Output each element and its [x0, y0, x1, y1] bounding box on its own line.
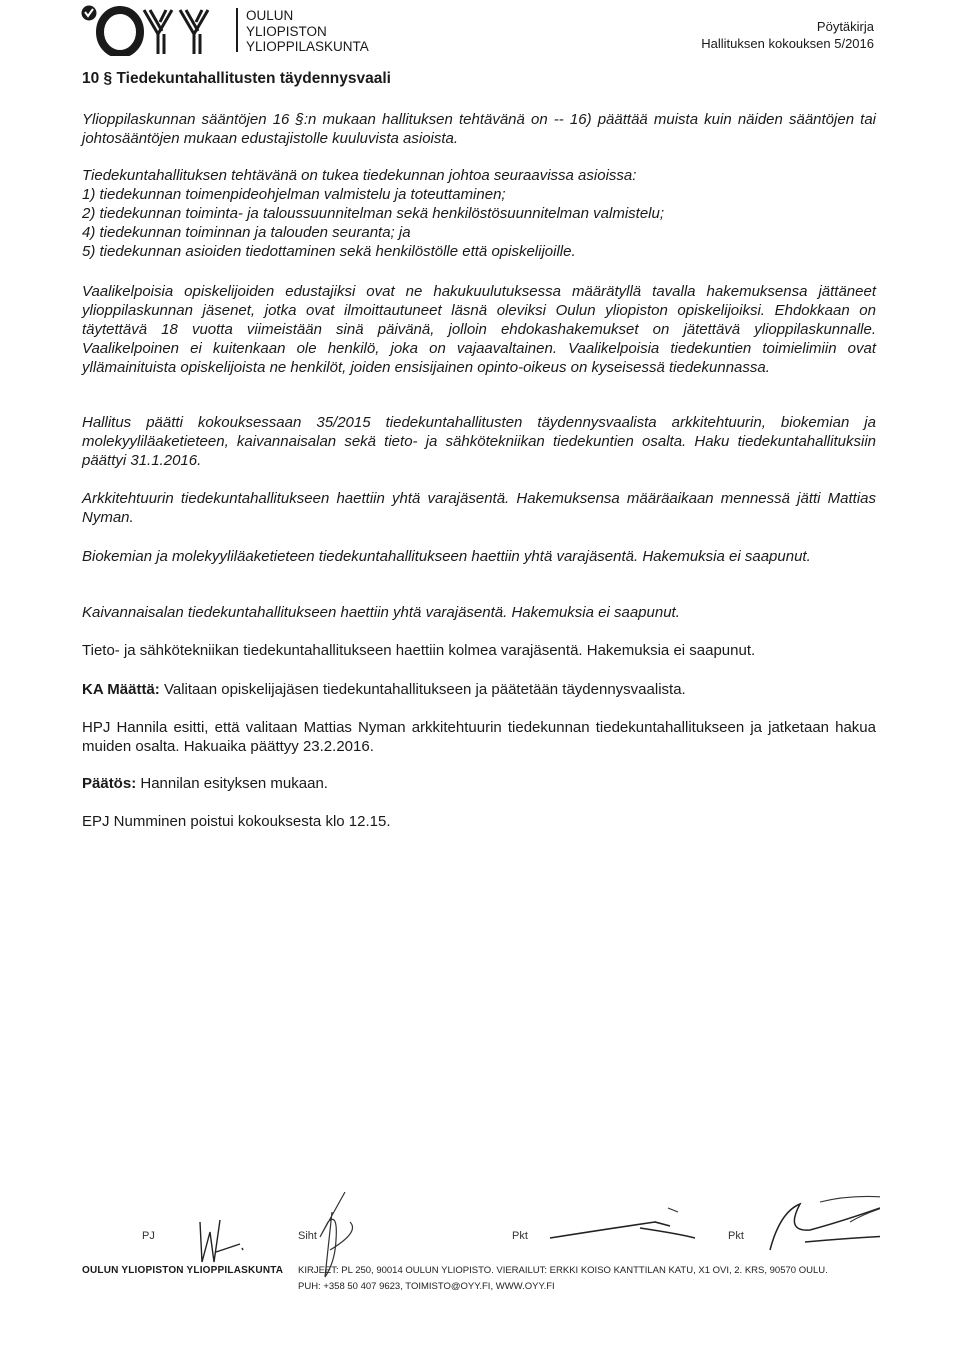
paragraph-ict: Tieto- ja sähkötekniikan tiedekuntahallitukseen haettiin kolmea varajäsentä. Hakemuksia ei saapunut. [82, 642, 756, 659]
logo-line-2: YLIOPISTON [246, 23, 327, 39]
footer-contact: PUH: +358 50 407 9623, TOIMISTO@OYY.FI, WWW.OYY.FI [298, 1281, 555, 1292]
paragraph-decision [82, 774, 876, 793]
oyy-logo [80, 4, 230, 56]
paragraph-architecture: Arkkitehtuurin tiedekuntahallitukseen haettiin yhtä varajäsentä. Hakemuksensa määräaikaan mennessä jätti Mattias Nyman. [82, 490, 876, 526]
duties-item: 4) tiedekunnan toiminnan ja talouden seuranta; ja [82, 224, 411, 241]
paragraph-departure: EPJ Numminen poistui kokouksesta klo 12.15. [82, 813, 391, 830]
paragraph-rules: Ylioppilaskunnan sääntöjen 16 §:n mukaan hallituksen tehtävänä on -- 16) päättää muista kuin näiden sääntöjen tai johtosääntöjen mukaan edustajistolle kuuluvista asioista. [82, 111, 876, 147]
footer-address: KIRJEET: PL 250, 90014 OULUN YLIOPISTO. VIERAILUT: ERKKI KOISO KANTTILAN KATU, X1 OVI, 2. KRS, 90570 OULU. [298, 1265, 828, 1276]
paragraph-duties [82, 166, 876, 261]
decision-text: Hannilan esityksen mukaan. [136, 775, 328, 792]
logo-line-1: OULUN [246, 8, 294, 23]
document-type: Pöytäkirja [816, 19, 874, 34]
paragraph-ka-proposal [82, 680, 876, 699]
paragraph-hpj-proposal: HPJ Hannila esitti, että valitaan Mattias Nyman arkkitehtuurin tiedekunnan tiedekuntahallitukseen ja jatketaan hakua muiden osalta. Hakuaika päättyy 23.2.2016. [82, 719, 876, 755]
duties-item: 5) tiedekunnan asioiden tiedottaminen sekä henkilöstölle että opiskelijoille. [82, 243, 576, 260]
paragraph-eligibility: Vaalikelpoisia opiskelijoiden edustajiksi ovat ne hakukuulutuksessa määrätyllä tavalla hakemuksensa jättäneet ylioppilaskunnan jäsenet, jotka ovat ilmoittautuneet läsnä oleviksi Oulun yliopiston opiskelijoiksi. Ehdokkaan on täytettävä 18 vuotta viimeistään sinä päivänä, jolloin ehdokashakemukset on jätettävä ylioppilaskunnalle. Vaalikelpoinen ei kuitenkaan ole henkilö, joka on vajaavaltainen. Vaalikelpoisia tiedekuntien toimielimiin ovat yllämainituista opiskelijoista ne henkilöt, joiden ensisijainen opinto-oikeus on kyseisessä tiedekunnassa. [82, 283, 876, 376]
proposal-label: KA Määttä: [82, 681, 160, 698]
decision-label: Päätös: [82, 775, 137, 792]
logo-line-3: YLIOPPILASKUNTA [246, 39, 369, 54]
proposal-text: Valitaan opiskelijajäsen tiedekuntahallitukseen ja päätetään täydennysvaalista. [159, 681, 686, 698]
meeting-number: Hallituksen kokouksen 5/2016 [701, 36, 874, 51]
footer [80, 1192, 880, 1312]
paragraph-mining: Kaivannaisalan tiedekuntahallitukseen haettiin yhtä varajäsentä. Hakemuksia ei saapunut. [82, 604, 680, 621]
signature-label-siht: Siht [298, 1230, 317, 1242]
signature-label-pkt: Pkt [512, 1230, 528, 1242]
duties-intro: Tiedekuntahallituksen tehtävänä on tukea tiedekunnan johtoa seuraavissa asioissa: [82, 167, 637, 184]
logo-wordmark [246, 8, 369, 55]
duties-item: 1) tiedekunnan toimenpideohjelman valmistelu ja toteuttaminen; [82, 186, 506, 203]
logo-divider [236, 8, 238, 52]
section-heading: 10 § Tiedekuntahallitusten täydennysvaali [82, 70, 391, 87]
signature-label-pkt: Pkt [728, 1230, 744, 1242]
paragraph-biochemistry: Biokemian ja molekyyliläaketieteen tiedekuntahallitukseen haettiin yhtä varajäsentä. Hakemuksia ei saapunut. [82, 548, 811, 565]
signature-label-pj: PJ [142, 1230, 155, 1242]
paragraph-board-decision: Hallitus päätti kokouksessaan 35/2015 tiedekuntahallitusten täydennysvaalista arkkitehtuurin, biokemian ja molekyyliläaketieteen, kaivannaisalan sekä tieto- ja sähkötekniikan tiedekuntien osalta. Haku tiedekuntahallituksiin päättyi 31.1.2016. [82, 414, 876, 469]
duties-item: 2) tiedekunnan toiminta- ja taloussuunnitelman sekä henkilöstösuunnitelman valmistelu; [82, 205, 664, 222]
footer-organization: OULUN YLIOPISTON YLIOPPILASKUNTA [82, 1265, 284, 1276]
